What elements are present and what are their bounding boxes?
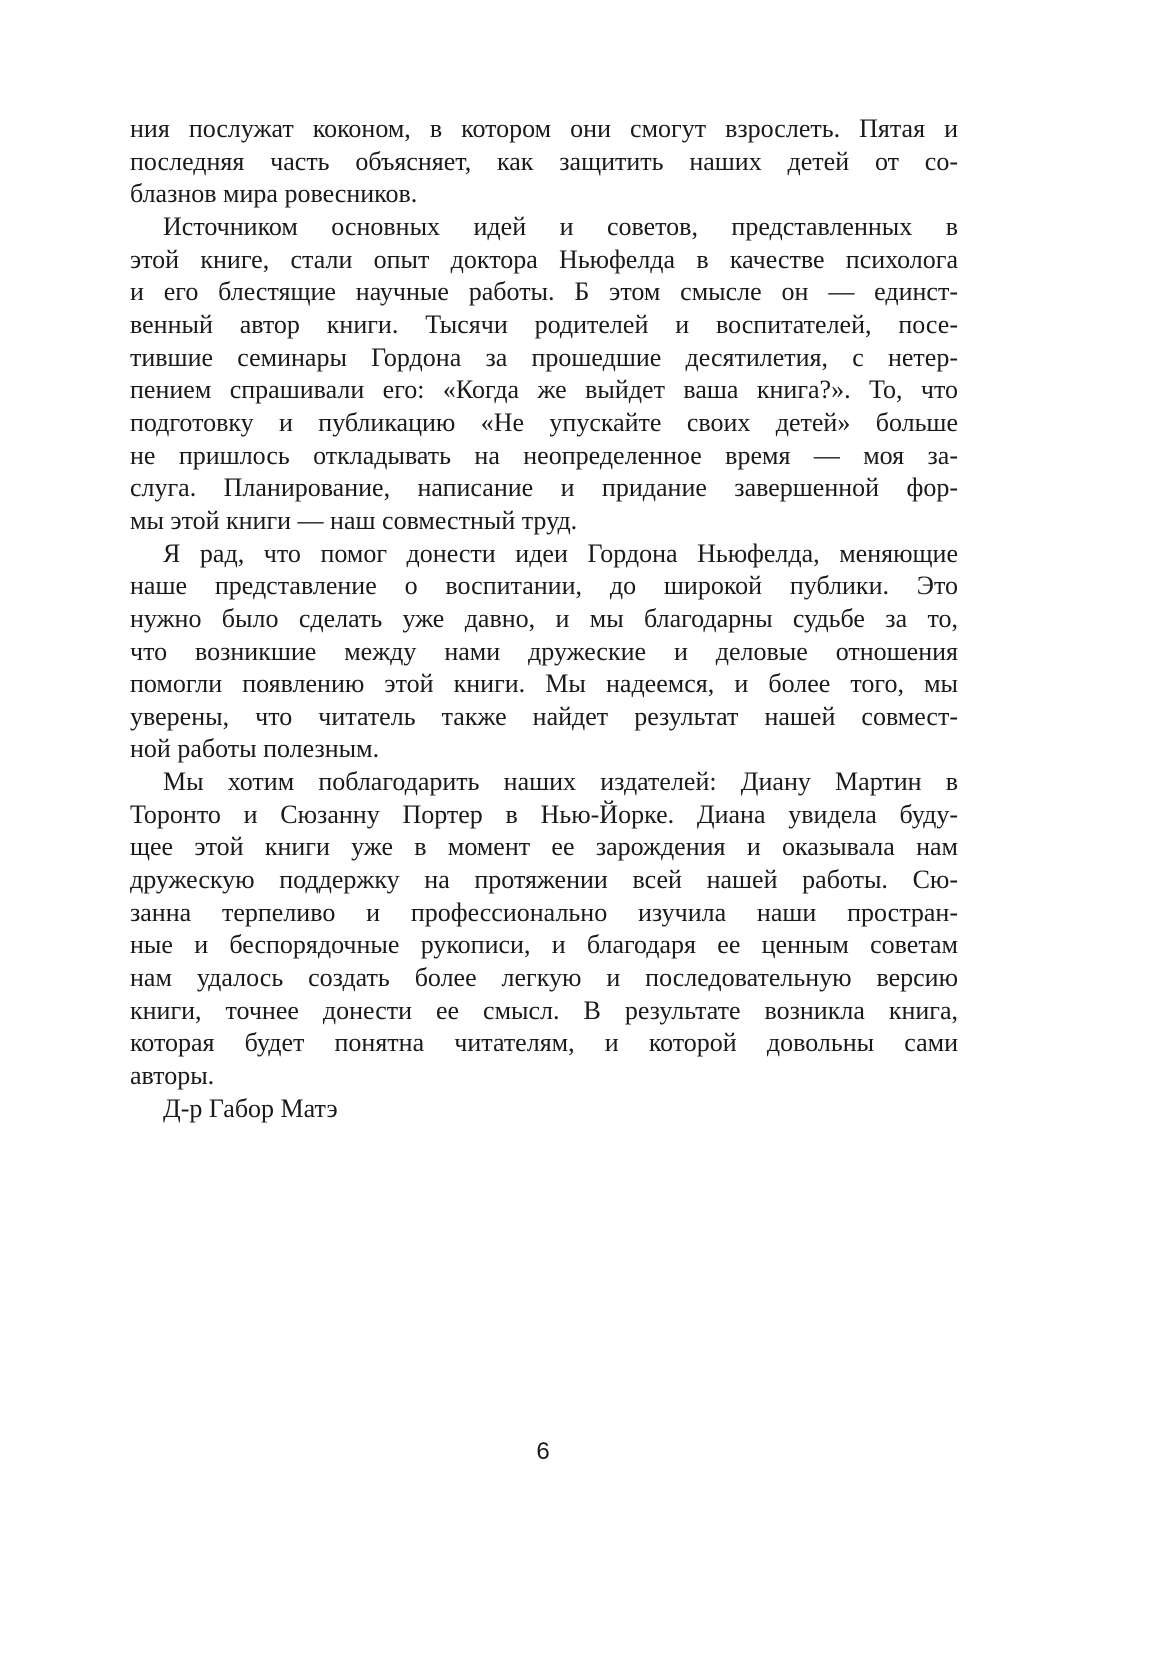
text-line: этой книге, стали опыт доктора Ньюфелда в качестве психолога xyxy=(130,244,958,274)
text-line: ной работы полезным. xyxy=(130,734,380,764)
text-line: щее этой книги уже в момент ее зарождения и оказывала нам xyxy=(130,832,958,862)
paragraph xyxy=(130,113,958,211)
page-body-text xyxy=(130,113,958,1125)
paragraph xyxy=(130,211,958,538)
text-line: нужно было сделать уже давно, и мы благодарны судьбе за то, xyxy=(130,603,958,633)
text-line: уверены, что читатель также найдет результат нашей совмест- xyxy=(130,701,958,731)
text-line: блазнов мира ровесников. xyxy=(130,179,418,209)
page-number: 6 xyxy=(536,1438,550,1465)
text-line: ния послужат коконом, в котором они смогут взрослеть. Пятая и xyxy=(130,114,958,143)
text-line: Торонто и Сюзанну Портер в Нью-Йорке. Диана увидела буду- xyxy=(130,799,958,829)
text-line: последняя часть объясняет, как защитить наших детей от со- xyxy=(130,146,958,176)
paragraph xyxy=(130,766,958,1093)
text-line: Я рад, что помог донести идеи Гордона Ньюфелда, меняющие xyxy=(163,538,958,568)
text-line: венный автор книги. Тысячи родителей и воспитателей, посе- xyxy=(130,309,958,339)
text-line: помогли появлению этой книги. Мы надеемся, и более того, мы xyxy=(130,669,958,699)
text-line: слуга. Планирование, написание и придание завершенной фор- xyxy=(130,473,958,503)
signature xyxy=(130,1093,958,1126)
text-line: пением спрашивали его: «Когда же выйдет ваша книга?». То, что xyxy=(130,375,958,405)
text-line: которая будет понятна читателям, и которой довольны сами xyxy=(130,1028,958,1058)
text-line: занна терпеливо и профессионально изучила наши простран- xyxy=(130,897,958,927)
text-line: Д-р Габор Матэ xyxy=(163,1093,338,1123)
text-line: авторы. xyxy=(130,1061,215,1091)
text-line: наше представление о воспитании, до широкой публики. Это xyxy=(130,571,958,601)
text-line: Источником основных идей и советов, представленных в xyxy=(163,211,958,241)
text-line: книги, точнее донести ее смысл. В результате возникла книга, xyxy=(130,995,958,1025)
text-line: подготовку и публикацию «Не упускайте своих детей» больше xyxy=(130,407,958,437)
text-line: нам удалось создать более легкую и последовательную версию xyxy=(130,963,958,993)
paragraph xyxy=(130,538,958,767)
text-line: тившие семинары Гордона за прошедшие десятилетия, с нетер- xyxy=(130,342,958,372)
text-line: Мы хотим поблагодарить наших издателей: Диану Мартин в xyxy=(163,767,958,797)
text-line: ные и беспорядочные рукописи, и благодаря ее ценным советам xyxy=(130,930,958,960)
text-line: не пришлось откладывать на неопределенное время — моя за- xyxy=(130,440,958,470)
text-line: мы этой книги — наш совместный труд. xyxy=(130,505,578,535)
text-line: дружескую поддержку на протяжении всей нашей работы. Сю- xyxy=(130,865,958,895)
text-line: что возникшие между нами дружеские и деловые отношения xyxy=(130,636,958,666)
text-line: и его блестящие научные работы. Б этом смысле он — единст- xyxy=(130,277,958,307)
